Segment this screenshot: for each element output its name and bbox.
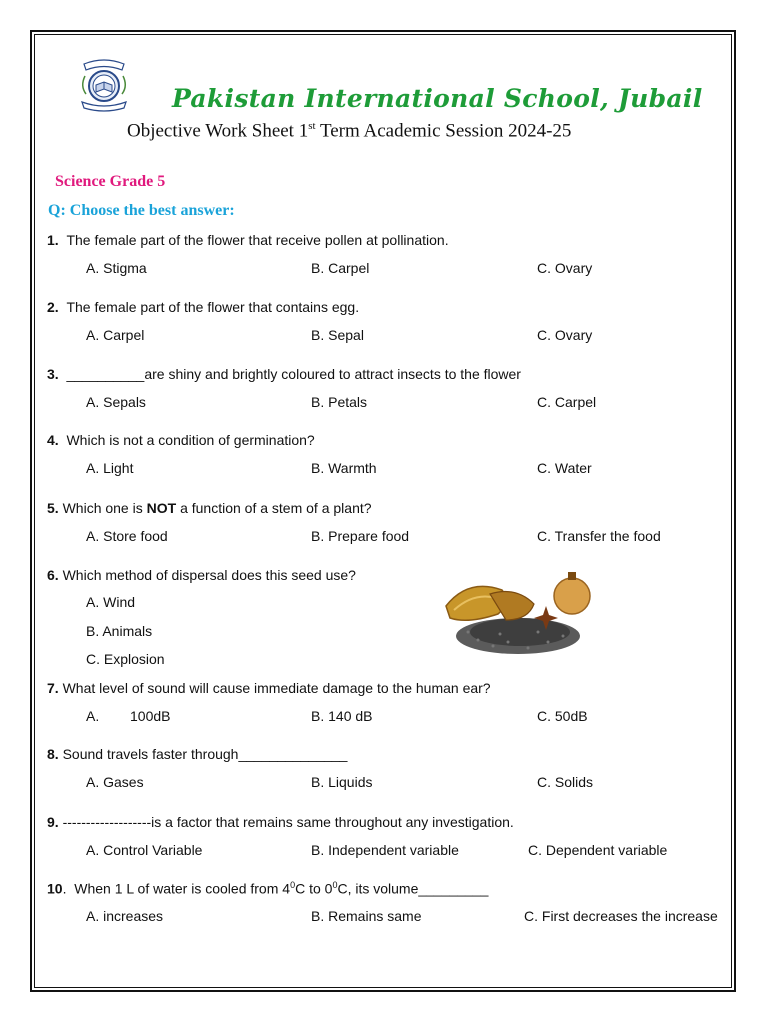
poppy-seed-pod-image [438,566,598,666]
q4-option-c: C. Water [537,460,592,476]
q2-option-c: C. Ovary [537,327,593,343]
q1-option-a: A. Stigma [86,260,147,276]
q7-option-c: C. 50dB [537,708,588,724]
q8-option-c: C. Solids [537,774,594,790]
question-7: 7. What level of sound will cause immediate damage to the human ear? [47,680,491,696]
instruction-heading: Q: Choose the best answer: [48,202,235,219]
worksheet-subtitle: Objective Work Sheet 1st Term Academic Session 2024-25 [127,120,572,142]
q9-option-c: C. Dependent variable [528,842,668,858]
q6-option-a: A. Wind [86,594,136,610]
q7-option-a-value: 100dB [130,708,171,724]
q10-option-b: B. Remains same [311,908,422,924]
q2-option-a: A. Carpel [86,327,145,343]
q3-option-b: B. Petals [311,394,368,410]
q1-option-c: C. Ovary [537,260,593,276]
school-crest-logo [76,58,132,112]
q6-option-b: B. Animals [86,623,153,639]
q5-option-c: C. Transfer the food [537,528,661,544]
question-6: 6. Which method of dispersal does this seed use? [47,567,356,583]
question-1: 1. The female part of the flower that receive pollen at pollination. [47,232,449,248]
q2-option-b: B. Sepal [311,327,364,343]
subject-heading: Science Grade 5 [55,173,166,190]
q3-option-c: C. Carpel [537,394,597,410]
question-2: 2. The female part of the flower that contains egg. [47,299,360,315]
question-10: 10. When 1 L of water is cooled from $4^0C$ to $0^0C$, its volume_________ [47,880,489,897]
question-4: 4. Which is not a condition of germination? [47,432,315,448]
school-name: Pakistan International School, Jubail [172,84,703,113]
q9-option-b: B. Independent variable [311,842,459,858]
q5-option-a: A. Store food [86,528,168,544]
q8-option-a: A. Gases [86,774,144,790]
q3-option-a: A. Sepals [86,394,146,410]
q7-option-b: B. 140 dB [311,708,373,724]
question-3: 3. __________are shiny and brightly coloured to attract insects to the flower [47,366,521,382]
q10-option-c: C. First decreases the increase [524,908,718,924]
q1-option-b: B. Carpel [311,260,370,276]
q7-option-a: A. [86,708,100,724]
q4-option-a: A. Light [86,460,134,476]
question-8: 8. Sound travels faster through______________ [47,746,348,762]
q4-option-b: B. Warmth [311,460,377,476]
question-5: 5. Which one is NOT a function of a stem of a plant? [47,500,372,516]
q5-option-b: B. Prepare food [311,528,410,544]
q6-option-c: C. Explosion [86,651,165,667]
q8-option-b: B. Liquids [311,774,373,790]
q9-option-a: A. Control Variable [86,842,203,858]
question-9: 9. -------------------is a factor that remains same throughout any investigation. [47,814,514,830]
q10-option-a: A. increases [86,908,164,924]
